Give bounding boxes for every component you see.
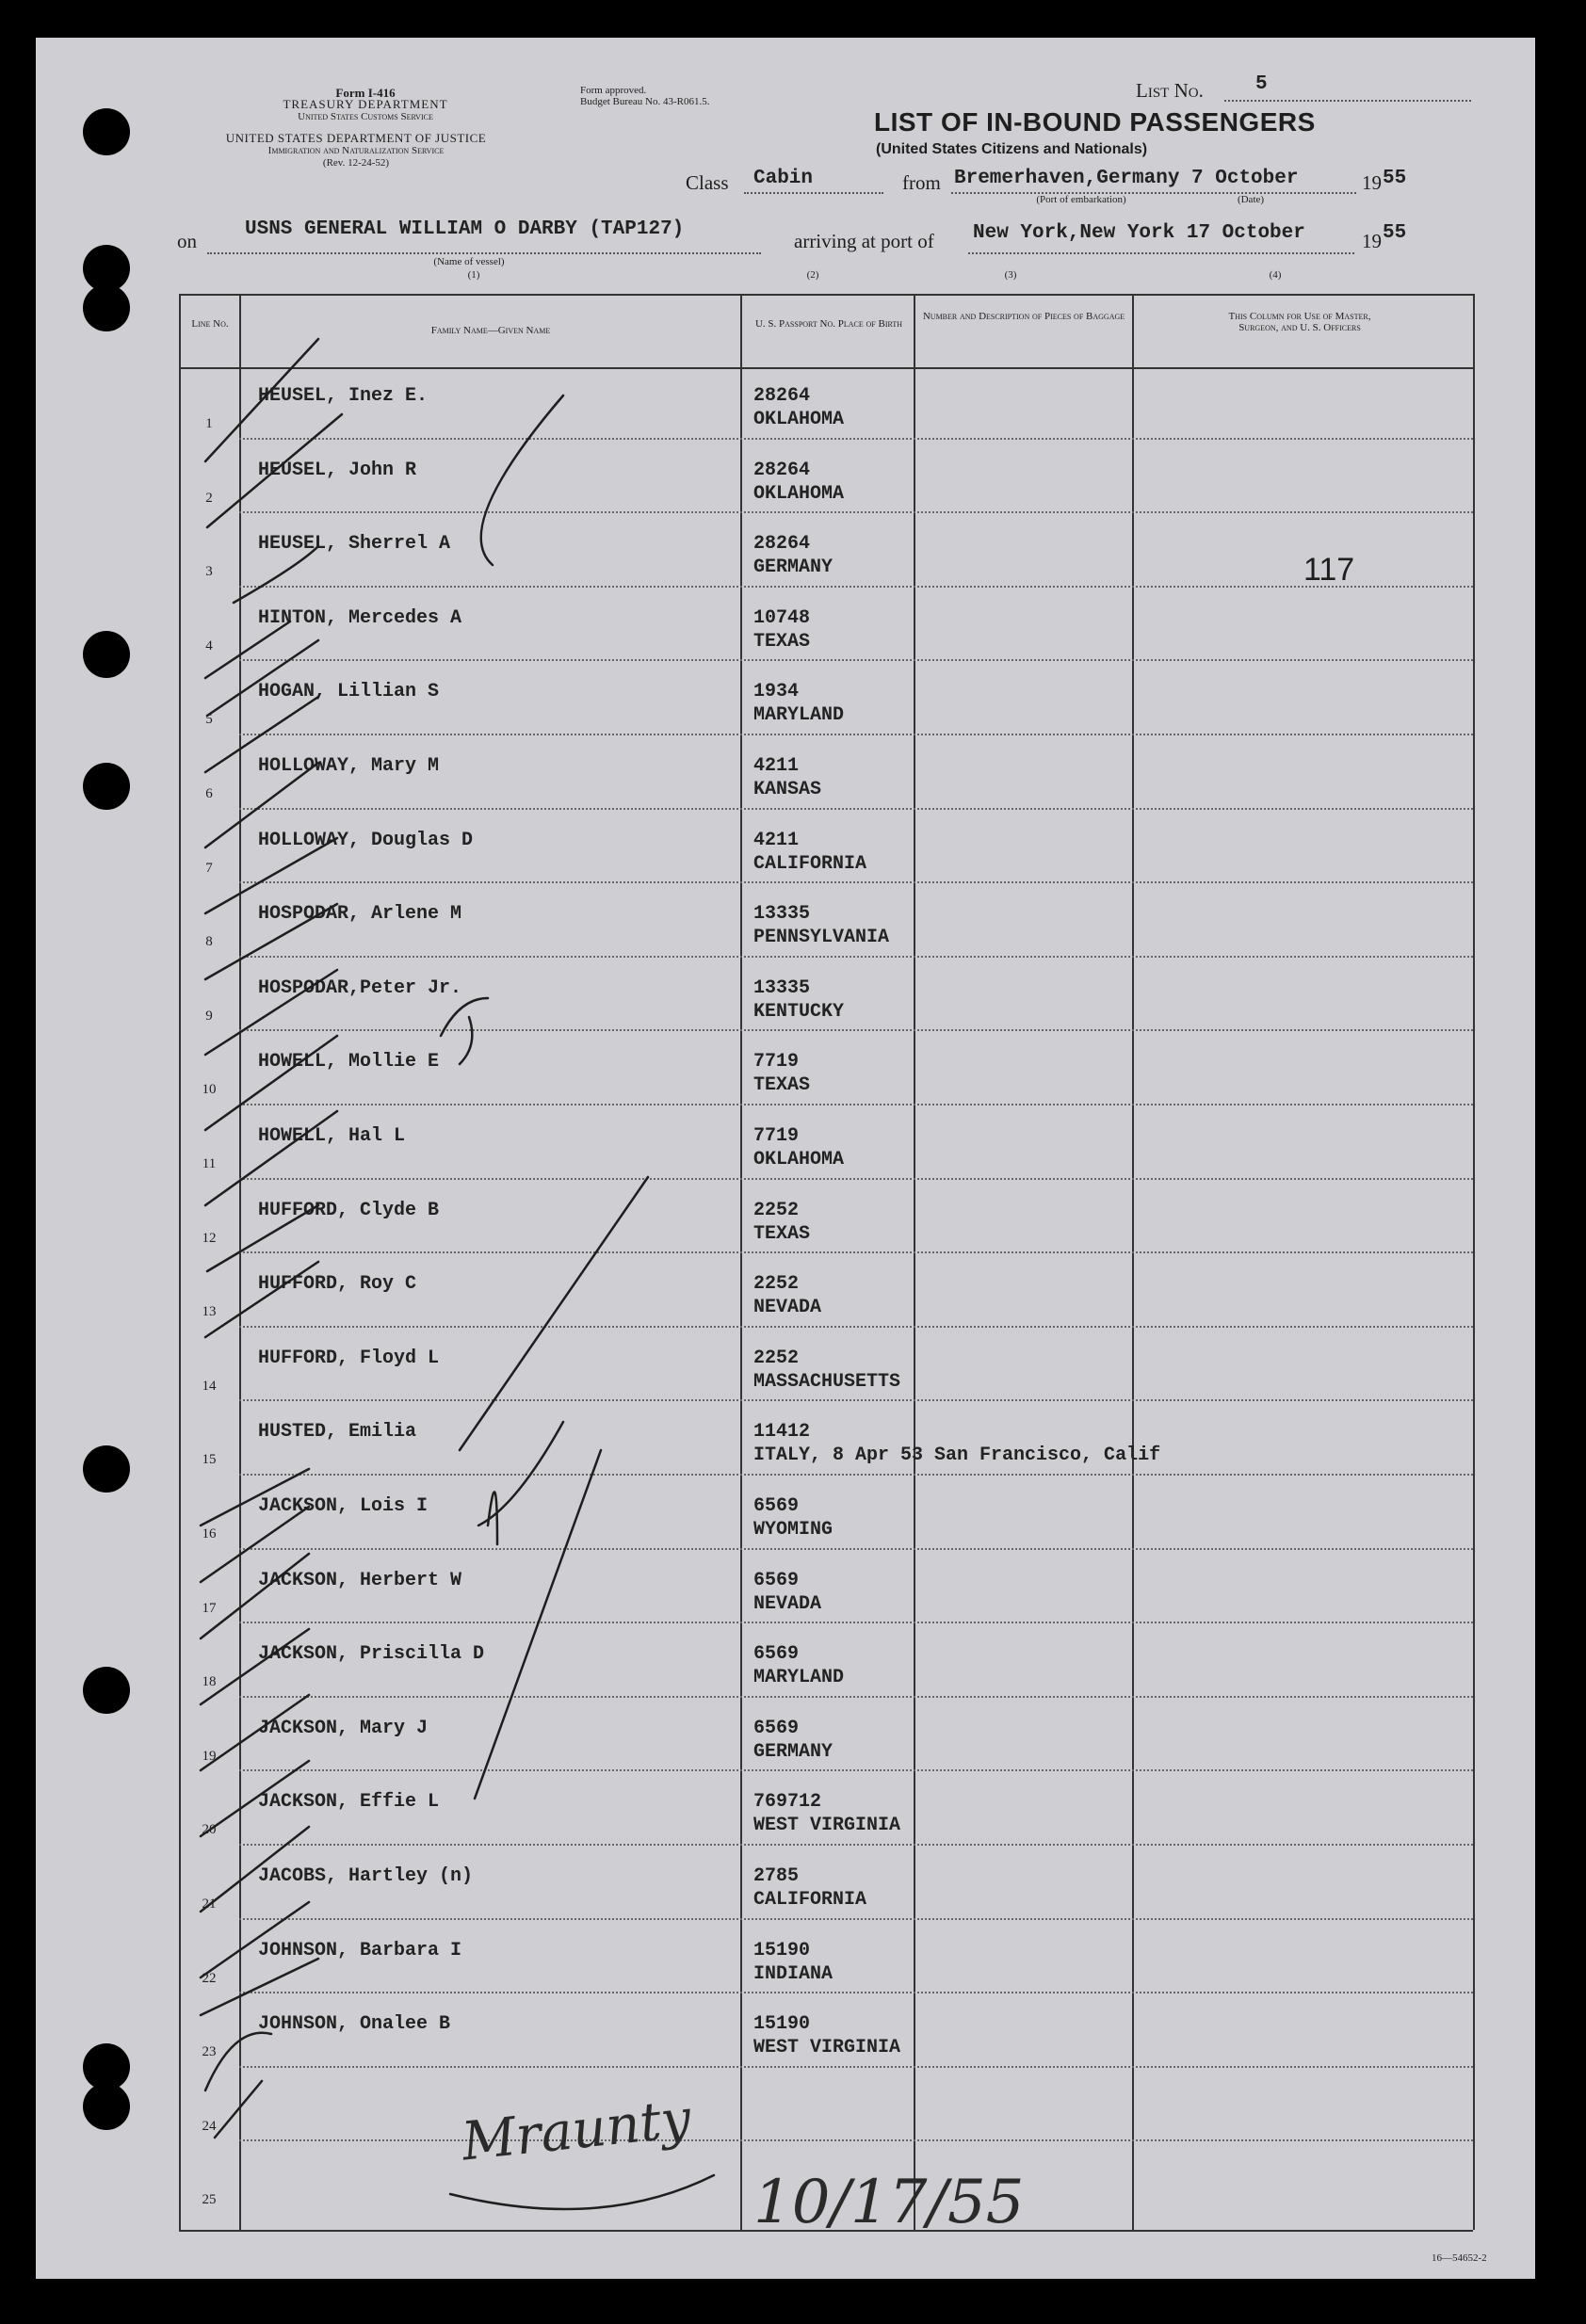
place-of-birth: OKLAHOMA — [753, 409, 845, 430]
passport-number: 15190 — [753, 2013, 811, 2036]
on-label: on — [177, 230, 197, 252]
passenger-name: JACKSON, Lois I — [258, 1495, 429, 1517]
header-line-no: Line No. — [191, 318, 229, 330]
passport-number: 6569 — [753, 1495, 800, 1517]
passenger-name: JACOBS, Hartley (n) — [258, 1865, 474, 1887]
place-of-birth: OKLAHOMA — [753, 1149, 845, 1170]
passenger-name: HOGAN, Lillian S — [258, 681, 440, 703]
place-of-birth: WEST VIRGINIA — [753, 1815, 901, 1837]
signature-text: Mraunty — [459, 2088, 694, 2173]
place-of-birth: PENNSYLVANIA — [753, 927, 890, 949]
place-of-birth: NEVADA — [753, 1592, 822, 1615]
place-of-birth: GERMANY — [753, 557, 833, 579]
place-of-birth: WEST VIRGINIA — [753, 2037, 901, 2059]
line-number: 9 — [205, 1008, 213, 1024]
passenger-name: JACKSON, Priscilla D — [258, 1643, 485, 1666]
passenger-name: HEUSEL, Sherrel A — [258, 533, 451, 556]
passenger-name: HUSTED, Emilia — [258, 1421, 417, 1444]
budget-bureau: Budget Bureau No. 43-R061.5. — [580, 96, 710, 107]
page-subtitle: (United States Citizens and Nationals) — [876, 141, 1148, 157]
passport-number: 13335 — [753, 903, 811, 926]
line-number: 4 — [205, 637, 213, 654]
year-suffix: 55 — [1383, 168, 1407, 189]
line-number: 13 — [202, 1304, 217, 1320]
passport-number: 4211 — [753, 829, 800, 851]
passenger-name: HUFFORD, Roy C — [258, 1273, 417, 1296]
line-number: 18 — [202, 1674, 217, 1690]
passport-number: 6569 — [753, 1569, 800, 1591]
passenger-name: HOWELL, Mollie E — [258, 1051, 440, 1073]
passport-number: 2252 — [753, 1199, 800, 1221]
passport-number: 7719 — [753, 1051, 800, 1073]
date-caption: (Date) — [1237, 194, 1265, 205]
passenger-name: HINTON, Mercedes A — [258, 606, 462, 629]
arrival-value: New York,New York 17 October — [973, 222, 1305, 244]
passenger-name: HEUSEL, John R — [258, 459, 417, 481]
line-number: 7 — [205, 860, 213, 876]
passport-number: 6569 — [753, 1717, 800, 1739]
handwritten-marks — [36, 38, 1535, 2279]
form-number: Form I-416 — [335, 86, 396, 100]
line-number: 16 — [202, 1526, 217, 1541]
passport-number: 28264 — [753, 385, 811, 407]
line-number: 11 — [202, 1156, 217, 1171]
passenger-name: HOLLOWAY, Mary M — [258, 755, 440, 777]
customs-service: United States Customs Service — [298, 111, 433, 122]
page-title: LIST OF IN-BOUND PASSENGERS — [874, 107, 1316, 137]
line-number: 23 — [202, 2044, 217, 2060]
passenger-name: JACKSON, Mary J — [258, 1717, 429, 1739]
manifest-page — [36, 38, 1535, 2279]
place-of-birth: MARYLAND — [753, 1667, 845, 1689]
line-number: 2 — [205, 490, 213, 506]
passenger-name: HOWELL, Hal L — [258, 1125, 406, 1147]
line-number: 3 — [205, 564, 213, 580]
line-number: 21 — [202, 1896, 217, 1912]
col-number-3: (3) — [1004, 269, 1017, 281]
signature-date: 10/17/55 — [753, 2168, 1025, 2237]
place-of-birth: OKLAHOMA — [753, 482, 845, 505]
place-of-birth: MASSACHUSETTS — [753, 1370, 901, 1393]
passenger-name: JACKSON, Effie L — [258, 1791, 440, 1814]
line-number: 12 — [202, 1230, 217, 1246]
passenger-name: JACKSON, Herbert W — [258, 1569, 462, 1591]
vessel-caption: (Name of vessel) — [433, 256, 505, 267]
place-of-birth: CALIFORNIA — [753, 852, 867, 875]
immigration-service: Immigration and Naturalization Service — [267, 145, 445, 156]
arrival-year-suffix: 55 — [1383, 222, 1407, 244]
treasury-department: TREASURY DEPARTMENT — [283, 97, 448, 111]
list-no-label: List No. — [1136, 79, 1204, 102]
passport-number: 2252 — [753, 1347, 800, 1369]
line-number: 14 — [202, 1378, 217, 1394]
header-name: Family Name—Given Name — [430, 325, 551, 336]
place-of-birth: TEXAS — [753, 1222, 811, 1245]
place-of-birth: CALIFORNIA — [753, 1889, 867, 1911]
passport-number: 6569 — [753, 1643, 800, 1666]
place-of-birth: ITALY, 8 Apr 53 San Francisco, Calif — [753, 1444, 1161, 1467]
header-baggage: Number and Description of Pieces of Baggage — [922, 311, 1125, 322]
passenger-name: HOSPODAR, Arlene M — [258, 903, 462, 926]
stamp-number: 117 — [1303, 552, 1355, 588]
place-of-birth: TEXAS — [753, 630, 811, 653]
line-number: 8 — [205, 934, 213, 950]
list-no-value: 5 — [1255, 73, 1268, 95]
passport-number: 11412 — [753, 1421, 811, 1444]
revision-date: (Rev. 12-24-52) — [322, 157, 390, 169]
arrival-year-prefix: 19 — [1362, 230, 1382, 252]
passport-number: 10748 — [753, 606, 811, 629]
passport-number: 2252 — [753, 1273, 800, 1296]
passport-number: 15190 — [753, 1939, 811, 1961]
arriving-label: arriving at port of — [794, 230, 934, 252]
place-of-birth: WYOMING — [753, 1519, 833, 1541]
vessel-name: USNS GENERAL WILLIAM O DARBY (TAP127) — [245, 218, 685, 240]
form-approved: Form approved. — [580, 85, 647, 96]
place-of-birth: NEVADA — [753, 1297, 822, 1319]
col-number-1: (1) — [467, 269, 480, 281]
line-number: 19 — [202, 1748, 217, 1764]
from-value: Bremerhaven,Germany 7 October — [954, 168, 1299, 189]
passenger-name: JOHNSON, Onalee B — [258, 2013, 451, 2036]
place-of-birth: GERMANY — [753, 1740, 833, 1763]
col-number-4: (4) — [1269, 269, 1282, 281]
passport-number: 7719 — [753, 1125, 800, 1147]
line-number: 5 — [205, 712, 213, 728]
passport-number: 13335 — [753, 976, 811, 999]
class-value: Cabin — [753, 168, 814, 189]
line-number: 20 — [202, 1822, 217, 1838]
passenger-name: HUFFORD, Floyd L — [258, 1347, 440, 1369]
port-caption: (Port of embarkation) — [1036, 194, 1126, 205]
place-of-birth: INDIANA — [753, 1962, 833, 1985]
line-number: 24 — [202, 2118, 217, 2134]
header-passport: U. S. Passport No. Place of Birth — [754, 318, 903, 330]
passenger-name: HUFFORD, Clyde B — [258, 1199, 440, 1221]
class-label: Class — [686, 171, 729, 194]
place-of-birth: TEXAS — [753, 1074, 811, 1097]
place-of-birth: MARYLAND — [753, 704, 845, 727]
passport-number: 2785 — [753, 1865, 800, 1887]
col-number-2: (2) — [806, 269, 819, 281]
passport-number: 28264 — [753, 533, 811, 556]
header-officers: This Column for Use of Master, Surgeon, and U. S. Officers — [1228, 311, 1371, 333]
passport-number: 28264 — [753, 459, 811, 481]
line-number: 1 — [205, 416, 213, 431]
passenger-name: HOSPODAR,Peter Jr. — [258, 976, 462, 999]
passenger-name: HOLLOWAY, Douglas D — [258, 829, 474, 851]
line-number: 6 — [205, 786, 213, 801]
line-number: 25 — [202, 2192, 217, 2208]
passenger-name: HEUSEL, Inez E. — [258, 385, 429, 407]
footer-code: 16—54652-2 — [1432, 2252, 1487, 2264]
passport-number: 769712 — [753, 1791, 822, 1814]
line-number: 22 — [202, 1970, 217, 1986]
place-of-birth: KANSAS — [753, 779, 822, 800]
justice-department: UNITED STATES DEPARTMENT OF JUSTICE — [225, 131, 487, 145]
year-prefix: 19 — [1362, 171, 1382, 194]
line-number: 10 — [202, 1082, 217, 1098]
from-label: from — [902, 171, 941, 194]
passport-number: 4211 — [753, 755, 800, 777]
place-of-birth: KENTUCKY — [753, 1000, 845, 1023]
passport-number: 1934 — [753, 681, 800, 703]
line-number: 15 — [202, 1452, 217, 1468]
line-number: 17 — [202, 1600, 217, 1616]
passenger-name: JOHNSON, Barbara I — [258, 1939, 462, 1961]
